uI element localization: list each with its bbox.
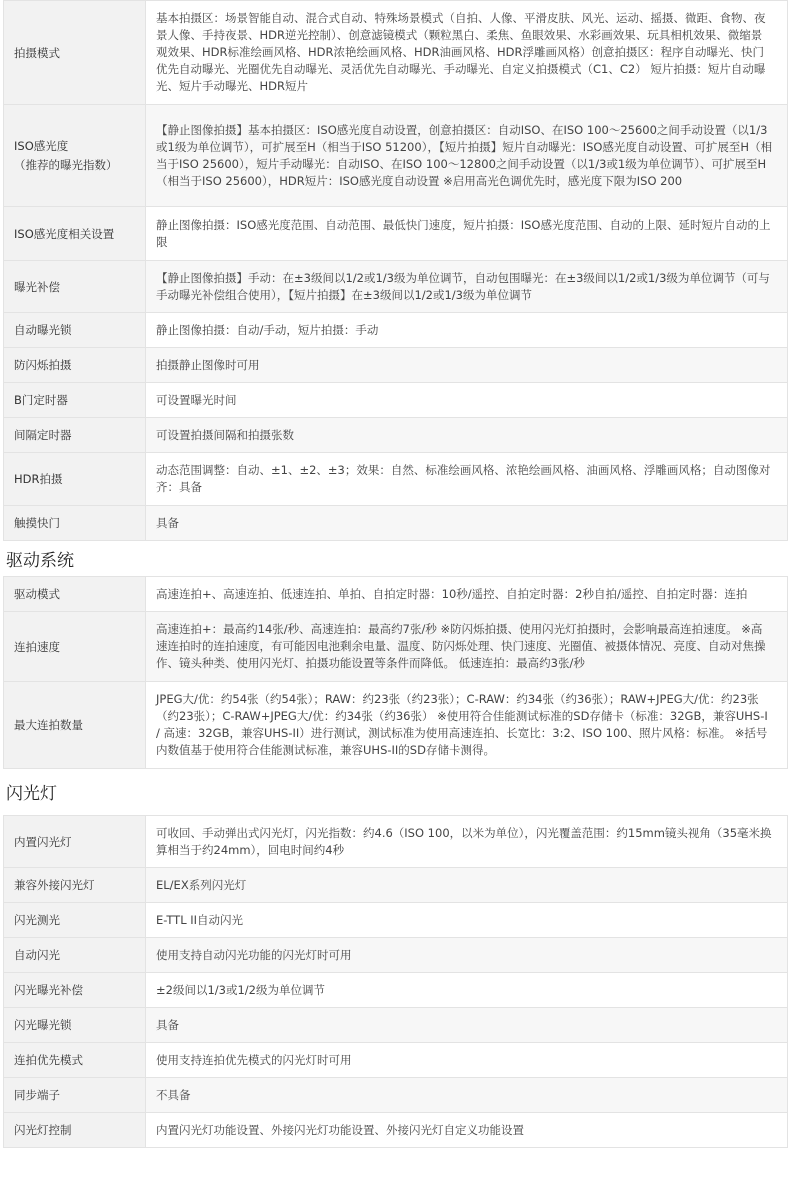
section-title-flash: 闪光灯 xyxy=(6,784,57,804)
section-title-drive: 驱动系统 xyxy=(6,551,74,571)
table-row xyxy=(4,506,788,541)
table-row xyxy=(4,418,788,453)
table-row xyxy=(4,1043,788,1078)
row-value: 拍摄静止图像时可用 xyxy=(146,348,788,383)
table-row xyxy=(4,348,788,383)
row-value: 可设置拍摄间隔和拍摄张数 xyxy=(146,418,788,453)
row-label xyxy=(4,105,146,207)
row-label: 闪光灯控制 xyxy=(4,1113,146,1148)
row-label: 触摸快门 xyxy=(4,506,146,541)
row-value: 内置闪光灯功能设置、外接闪光灯功能设置、外接闪光灯自定义功能设置 xyxy=(146,1113,788,1148)
table-row xyxy=(4,682,788,769)
table-row xyxy=(4,261,788,313)
row-value: 具备 xyxy=(146,1008,788,1043)
row-value: EL/EX系列闪光灯 xyxy=(146,868,788,903)
table-row xyxy=(4,577,788,612)
table-row xyxy=(4,868,788,903)
row-value: 静止图像拍摄：自动/手动，短片拍摄：手动 xyxy=(146,313,788,348)
row-value: 【静止图像拍摄】手动：在±3级间以1/2或1/3级为单位调节，自动包围曝光：在±3级间以1/2或1/3级为单位调节（可与手动曝光补偿组合使用），【短片拍摄】在±3级间以1/2或1/3级为单位调节 xyxy=(146,261,788,313)
row-label: 防闪烁拍摄 xyxy=(4,348,146,383)
row-label: 自动曝光锁 xyxy=(4,313,146,348)
row-label: ISO感光度相关设置 xyxy=(4,207,146,261)
table-row xyxy=(4,938,788,973)
flash-spec-table xyxy=(3,815,788,1148)
row-label: 间隔定时器 xyxy=(4,418,146,453)
table-row xyxy=(4,1008,788,1043)
row-label: 闪光曝光补偿 xyxy=(4,973,146,1008)
table-row xyxy=(4,105,788,207)
table-row xyxy=(4,453,788,506)
table-row xyxy=(4,973,788,1008)
table-row xyxy=(4,313,788,348)
row-label-line: ISO感光度 xyxy=(14,138,69,153)
row-value: 【静止图像拍摄】基本拍摄区：ISO感光度自动设置，创意拍摄区：自动ISO、在ISO 100～25600之间手动设置（以1/3或1级为单位调节），可扩展至H（相当于ISO 51200），【短片拍摄】短片自动曝光：ISO感光度自动设置、可扩展至H（相当于ISO 25600），短片手动曝光：自动ISO、在ISO 100～12800之间手动设置（以1/3或1级为单位调节）、可扩展至H（相当于ISO 25600），HDR短片：ISO感光度自动设置 ※启用高光色调优先时，感光度下限为ISO 200 xyxy=(146,105,788,207)
row-label: 连拍优先模式 xyxy=(4,1043,146,1078)
table-row xyxy=(4,903,788,938)
drive-spec-table xyxy=(3,576,788,769)
row-value: 不具备 xyxy=(146,1078,788,1113)
row-label: 闪光测光 xyxy=(4,903,146,938)
row-value: 高速连拍+、高速连拍、低速连拍、单拍、自拍定时器：10秒/遥控、自拍定时器：2秒自拍/遥控、自拍定时器：连拍 xyxy=(146,577,788,612)
row-label: 同步端子 xyxy=(4,1078,146,1113)
row-value: ±2级间以1/3或1/2级为单位调节 xyxy=(146,973,788,1008)
table-row xyxy=(4,1078,788,1113)
row-value: 可收回、手动弹出式闪光灯，闪光指数：约4.6（ISO 100，以米为单位），闪光覆盖范围：约15mm镜头视角（35毫米换算相当于约24mm），回电时间约4秒 xyxy=(146,816,788,868)
row-label: 曝光补偿 xyxy=(4,261,146,313)
row-value: 动态范围调整：自动、±1、±2、±3；效果：自然、标准绘画风格、浓艳绘画风格、油画风格、浮雕画风格；自动图像对齐：具备 xyxy=(146,453,788,506)
row-label-line: （推荐的曝光指数） xyxy=(14,157,118,172)
table-row xyxy=(4,612,788,682)
row-label: B门定时器 xyxy=(4,383,146,418)
table-row xyxy=(4,207,788,261)
row-label: 拍摄模式 xyxy=(4,1,146,105)
row-value: E-TTL II自动闪光 xyxy=(146,903,788,938)
row-label: HDR拍摄 xyxy=(4,453,146,506)
row-label: 自动闪光 xyxy=(4,938,146,973)
exposure-spec-table xyxy=(3,0,788,541)
row-label: 兼容外接闪光灯 xyxy=(4,868,146,903)
row-label: 驱动模式 xyxy=(4,577,146,612)
row-value: 使用支持自动闪光功能的闪光灯时可用 xyxy=(146,938,788,973)
table-row xyxy=(4,1113,788,1148)
table-row xyxy=(4,383,788,418)
row-label: 连拍速度 xyxy=(4,612,146,682)
row-label: 最大连拍数量 xyxy=(4,682,146,769)
table-row xyxy=(4,1,788,105)
row-value: JPEG大/优：约54张（约54张）；RAW：约23张（约23张）；C-RAW：约34张（约36张）；RAW+JPEG大/优：约23张（约23张）；C-RAW+JPEG大/优：约34张（约36张） ※使用符合佳能测试标准的SD存储卡（标准：32GB，兼容UHS-I / 高速：32GB，兼容UHS-II）进行测试，测试标准为使用高速连拍、长宽比：3:2、ISO 100、照片风格：标准。 ※括号内数值基于使用符合佳能测试标准，兼容UHS-II的SD存储卡测得。 xyxy=(146,682,788,769)
row-value: 可设置曝光时间 xyxy=(146,383,788,418)
table-row xyxy=(4,816,788,868)
row-value: 静止图像拍摄：ISO感光度范围、自动范围、最低快门速度，短片拍摄：ISO感光度范围、自动的上限、延时短片自动的上限 xyxy=(146,207,788,261)
row-value: 基本拍摄区：场景智能自动、混合式自动、特殊场景模式（自拍、人像、平滑皮肤、风光、运动、摇摄、微距、食物、夜景人像、手持夜景、HDR逆光控制）、创意滤镜模式（颗粒黑白、柔焦、鱼眼效果、水彩画效果、玩具相机效果、微缩景观效果、HDR标准绘画风格、HDR浓艳绘画风格、HDR油画风格、HDR浮雕画风格）创意拍摄区：程序自动曝光、快门优先自动曝光、光圈优先自动曝光、灵活优先自动曝光、手动曝光、自定义拍摄模式（C1、C2） 短片拍摄：短片自动曝光、短片手动曝光、HDR短片 xyxy=(146,1,788,105)
row-value: 具备 xyxy=(146,506,788,541)
row-value: 高速连拍+：最高约14张/秒、高速连拍：最高约7张/秒 ※防闪烁拍摄、使用闪光灯拍摄时，会影响最高连拍速度。 ※高速连拍时的连拍速度，有可能因电池剩余电量、温度、防闪烁处理、快门速度、光圈值、被摄体情况、亮度、自动对焦操作、镜头种类、使用闪光灯、拍摄功能设置等条件而降低。 低速连拍：最高约3张/秒 xyxy=(146,612,788,682)
row-label: 内置闪光灯 xyxy=(4,816,146,868)
row-label: 闪光曝光锁 xyxy=(4,1008,146,1043)
row-value: 使用支持连拍优先模式的闪光灯时可用 xyxy=(146,1043,788,1078)
